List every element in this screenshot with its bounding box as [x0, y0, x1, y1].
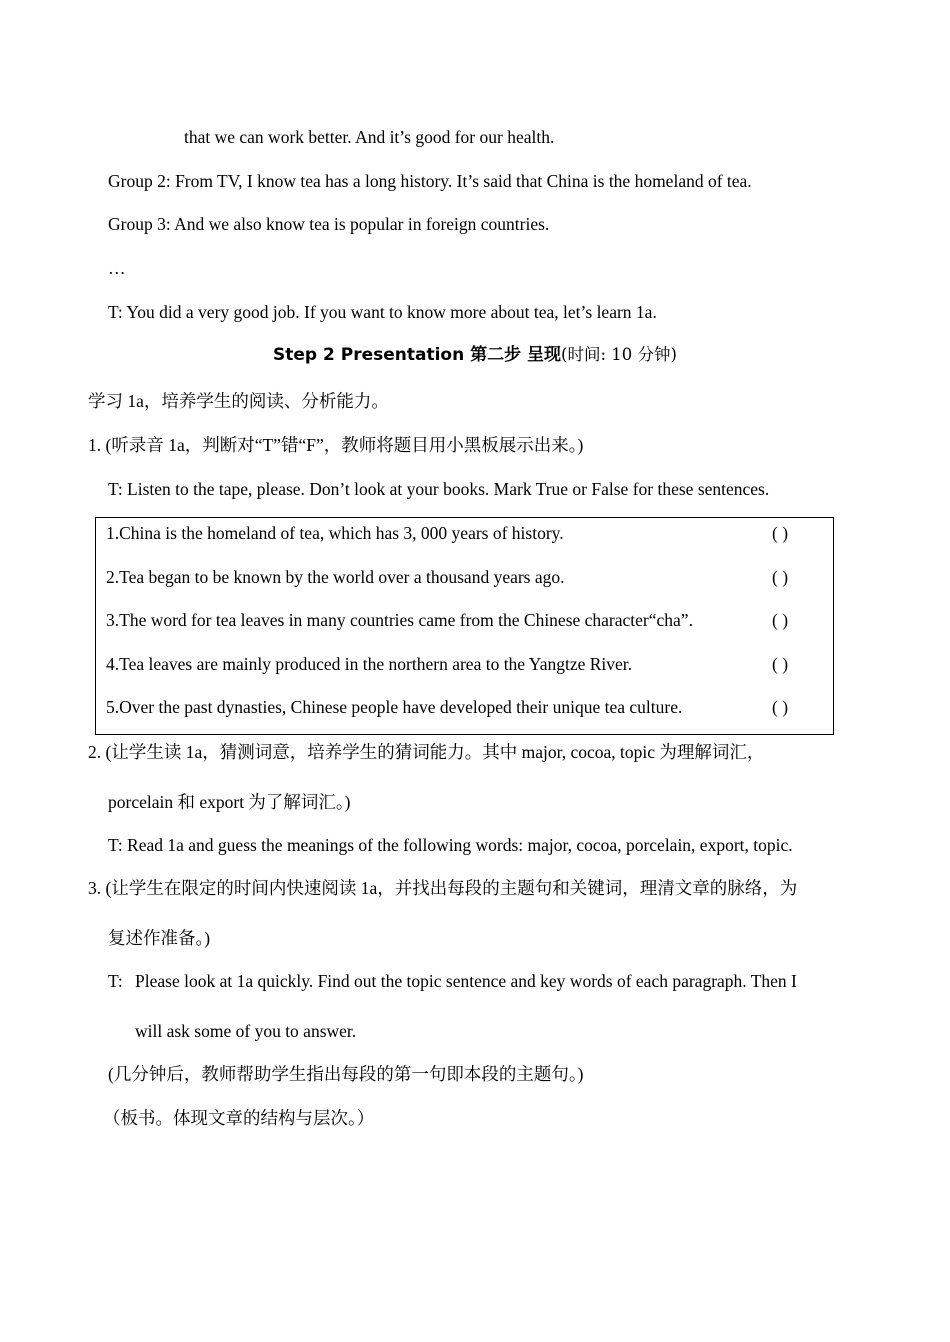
intro-ellipsis: … — [108, 258, 126, 278]
item3-instruction-line2: 复述作准备。) — [108, 928, 211, 948]
step-heading-title: Step 2 Presentation 第二步 呈现 — [273, 345, 562, 365]
intro-line-1: that we can work better. And it’s good for our health. — [184, 127, 555, 147]
item3-teacher-label: T: — [108, 971, 123, 991]
item3-note-1: (几分钟后，教师帮助学生指出每段的第一句即本段的主题句。) — [108, 1064, 584, 1084]
item1-teacher-line: T: Listen to the tape, please. Don’t look at your books. Mark True or False for these sentences. — [108, 479, 770, 499]
tf-question-3: 3.The word for tea leaves in many countries came from the Chinese character“cha”. — [106, 610, 693, 630]
tf-question-5: 5.Over the past dynasties, Chinese people have developed their unique tea culture. — [106, 697, 683, 717]
tf-answer-blank-3: ( ) — [772, 610, 789, 630]
tf-answer-blank-1: ( ) — [772, 523, 789, 543]
step-heading — [0, 342, 950, 367]
intro-line-3: Group 3: And we also know tea is popular in foreign countries. — [108, 214, 550, 234]
tf-question-4: 4.Tea leaves are mainly produced in the northern area to the Yangtze River. — [106, 654, 633, 674]
intro-line-5: T: You did a very good job. If you want to know more about tea, let’s learn 1a. — [108, 302, 657, 322]
step-heading-time: (时间: 10 分钟) — [561, 345, 677, 364]
item2-instruction-line1: 2. (让学生读 1a，猜测词意，培养学生的猜词能力。其中 major, cocoa, topic 为理解词汇， — [88, 742, 765, 762]
true-false-box — [95, 517, 834, 735]
item3-teacher-line2: will ask some of you to answer. — [135, 1021, 357, 1041]
item3-teacher-line1: Please look at 1a quickly. Find out the topic sentence and key words of each paragraph. Then I — [135, 971, 797, 991]
item2-instruction-line2: porcelain 和 export 为了解词汇。) — [108, 792, 351, 812]
step-aim: 学习 1a，培养学生的阅读、分析能力。 — [88, 391, 389, 411]
item1-instruction: 1. (听录音 1a，判断对“T”错“F”，教师将题目用小黑板展示出来。) — [88, 435, 584, 455]
item3-instruction-line1: 3. (让学生在限定的时间内快速阅读 1a，并找出每段的主题句和关键词，理清文章的脉络，为 — [88, 878, 798, 898]
item2-teacher-line: T: Read 1a and guess the meanings of the following words: major, cocoa, porcelain, export, topic. — [108, 835, 793, 855]
tf-question-2: 2.Tea began to be known by the world over a thousand years ago. — [106, 567, 565, 587]
item3-note-2: （板书。体现文章的结构与层次。） — [103, 1108, 375, 1128]
intro-line-2: Group 2: From TV, I know tea has a long history. It’s said that China is the homeland of tea. — [108, 171, 752, 191]
tf-question-1: 1.China is the homeland of tea, which has 3, 000 years of history. — [106, 523, 564, 543]
tf-answer-blank-5: ( ) — [772, 697, 789, 717]
tf-answer-blank-4: ( ) — [772, 654, 789, 674]
tf-answer-blank-2: ( ) — [772, 567, 789, 587]
